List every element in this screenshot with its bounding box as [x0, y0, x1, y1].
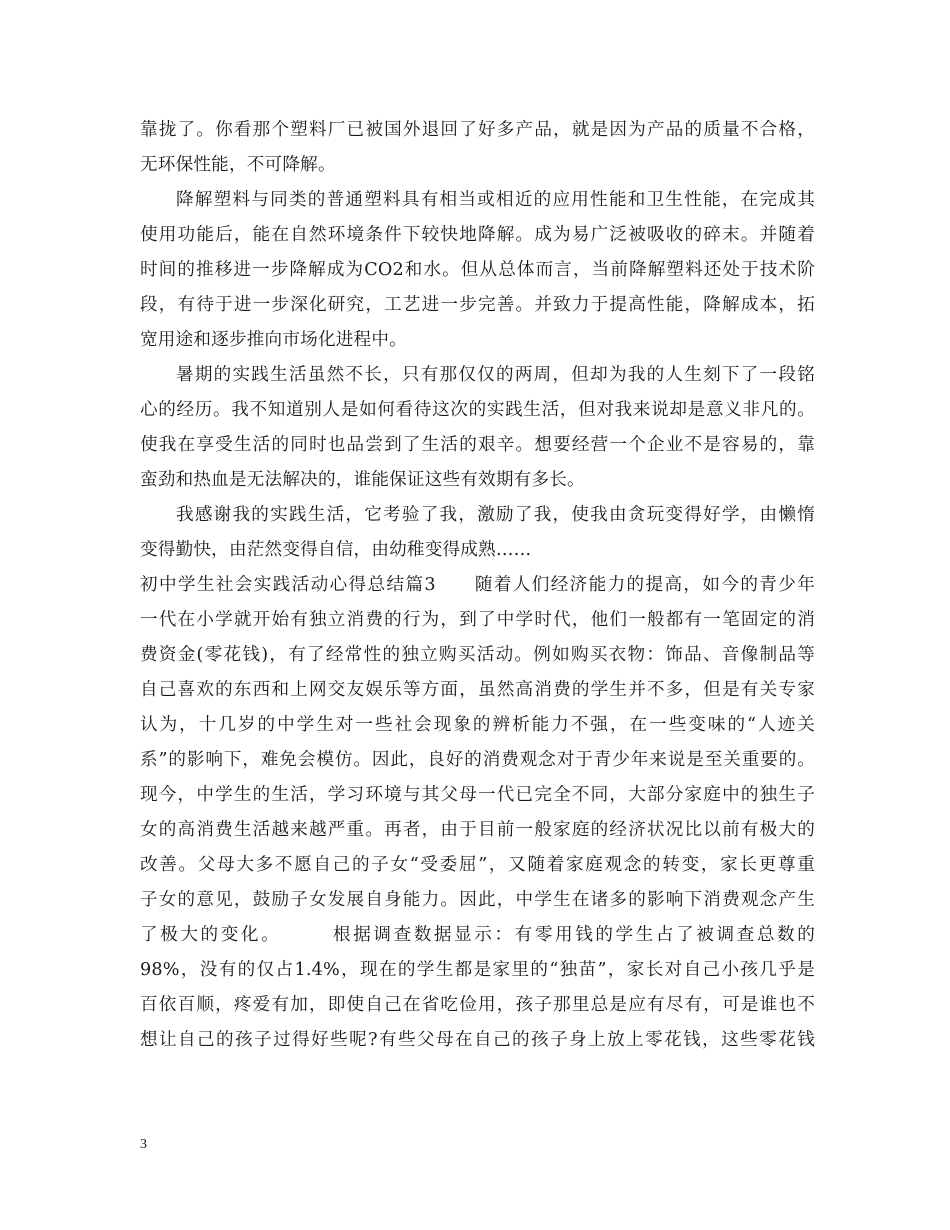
body-text	[140, 113, 815, 1058]
text-line: 百依百顺，疼爱有加，即使自己在省吃俭用，孩子那里总是应有尽有，可是谁也不	[140, 995, 815, 1015]
text-line: 变得勤快，由茫然变得自信，由幼稚变得成熟……	[140, 540, 532, 560]
text-line: 子女的意见，鼓励子女发展自身能力。因此，中学生在诸多的影响下消费观念产生	[140, 890, 815, 910]
text-line: 时间的推移进一步降解成为CO2和水。但从总体而言，当前降解塑料还处于技术阶	[140, 260, 815, 280]
text-line: 想让自己的孩子过得好些呢?有些父母在自己的孩子身上放上零花钱，这些零花钱	[140, 1030, 815, 1050]
text-line: 段，有待于进一步深化研究，工艺进一步完善。并致力于提高性能，降解成本，拓	[140, 295, 815, 315]
text-line: 了极大的变化。 根据调查数据显示：有零用钱的学生占了被调查总数的	[140, 925, 815, 945]
text-line: 我感谢我的实践生活，它考验了我，激励了我，使我由贪玩变得好学，由懒惰	[176, 505, 815, 525]
text-line: 自己喜欢的东西和上网交友娱乐等方面，虽然高消费的学生并不多，但是有关专家	[140, 680, 815, 700]
text-line: 宽用途和逐步推向市场化进程中。	[140, 330, 407, 350]
text-line: 心的经历。我不知道别人是如何看待这次的实践生活，但对我来说却是意义非凡的。	[140, 400, 815, 420]
text-line: 降解塑料与同类的普通塑料具有相当或相近的应用性能和卫生性能，在完成其	[176, 190, 815, 210]
text-line: 蛮劲和热血是无法解决的，谁能保证这些有效期有多长。	[140, 470, 585, 490]
text-line: 认为，十几岁的中学生对一些社会现象的辨析能力不强，在一些变味的“人迹关	[140, 715, 815, 735]
text-line: 98%，没有的仅占1.4%，现在的学生都是家里的“独苗”，家长对自己小孩几乎是	[140, 960, 815, 980]
text-line: 初中学生社会实践活动心得总结篇3 随着人们经济能力的提高，如今的青少年	[140, 575, 815, 595]
text-line: 现今，中学生的生活，学习环境与其父母一代已完全不同，大部分家庭中的独生子	[140, 785, 815, 805]
text-line: 女的高消费生活越来越严重。再者，由于目前一般家庭的经济状况比以前有极大的	[140, 820, 815, 840]
page-number: 3	[140, 1137, 147, 1152]
text-line: 暑期的实践生活虽然不长，只有那仅仅的两周，但却为我的人生刻下了一段铭	[176, 365, 815, 385]
text-line: 无环保性能，不可降解。	[140, 155, 336, 175]
text-line: 费资金(零花钱)，有了经常性的独立购买活动。例如购买衣物：饰品、音像制品等	[140, 645, 815, 665]
text-line: 使我在享受生活的同时也品尝到了生活的艰辛。想要经营一个企业不是容易的，靠	[140, 435, 815, 455]
text-line: 一代在小学就开始有独立消费的行为，到了中学时代，他们一般都有一笔固定的消	[140, 610, 815, 630]
text-line: 靠拢了。你看那个塑料厂已被国外退回了好多产品，就是因为产品的质量不合格，	[140, 120, 815, 140]
text-line: 系”的影响下，难免会模仿。因此，良好的消费观念对于青少年来说是至关重要的。	[140, 750, 815, 770]
text-line: 改善。父母大多不愿自己的子女“受委屈”，又随着家庭观念的转变，家长更尊重	[140, 855, 815, 875]
text-line: 使用功能后，能在自然环境条件下较快地降解。成为易广泛被吸收的碎末。并随着	[140, 225, 815, 245]
